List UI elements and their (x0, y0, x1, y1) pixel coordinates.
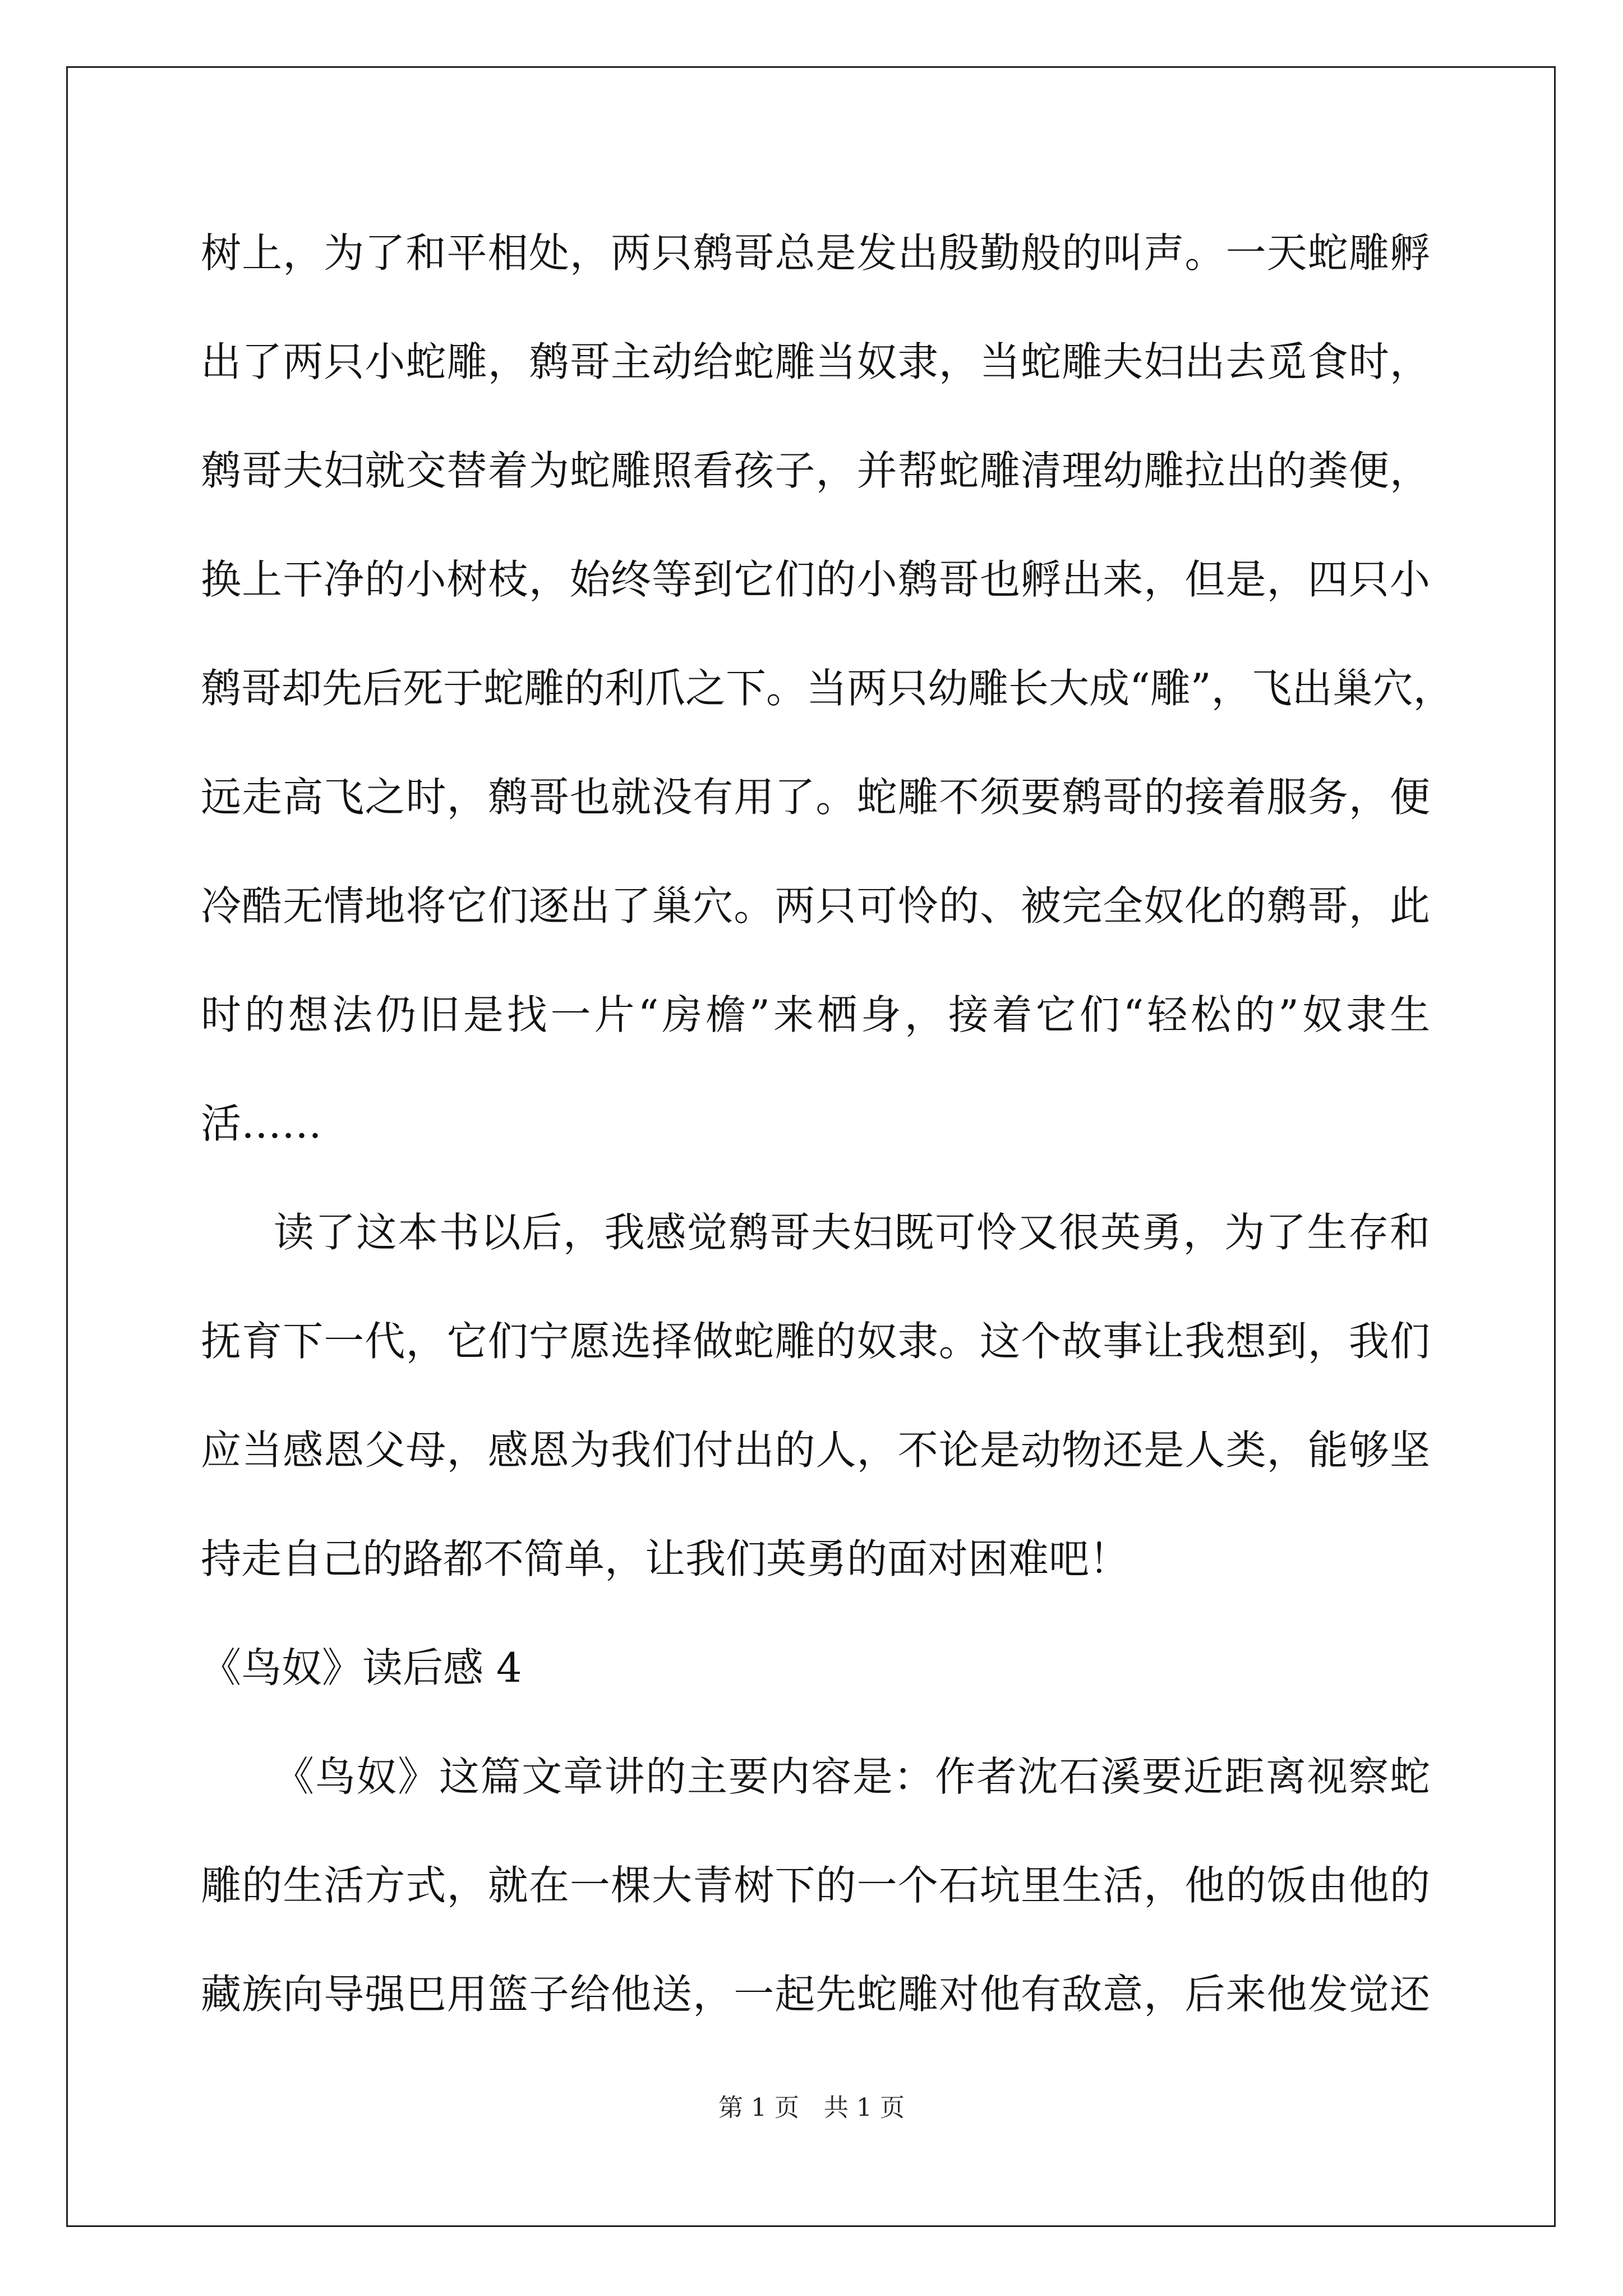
paragraph-line: 树上，为了和平相处，两只鹩哥总是发出殷勤般的叫声。一天蛇雕孵 (201, 229, 1430, 277)
section-heading: 《鸟奴》读后感 4 (201, 1644, 522, 1691)
paragraph-line: 鹩哥夫妇就交替着为蛇雕照看孩子，并帮蛇雕清理幼雕拉出的粪便， (201, 447, 1430, 494)
paragraph-line: 出了两只小蛇雕，鹩哥主动给蛇雕当奴隶，当蛇雕夫妇出去觅食时， (201, 338, 1430, 385)
paragraph-line: 抚育下一代，它们宁愿选择做蛇雕的奴隶。这个故事让我想到，我们 (201, 1318, 1430, 1365)
paragraph-line: 藏族向导强巴用篮子给他送，一起先蛇雕对他有敌意，后来他发觉还 (201, 1971, 1430, 2018)
page-number: 第 1 页 (718, 2093, 799, 2122)
paragraph-line: 鹩哥却先后死于蛇雕的利爪之下。当两只幼雕长大成“雕”，飞出巢穴， (201, 665, 1454, 712)
paragraph-line: 读了这本书以后，我感觉鹩哥夫妇既可怜又很英勇，为了生存和 (274, 1209, 1430, 1256)
paragraph-line: 远走高飞之时，鹩哥也就没有用了。蛇雕不须要鹩哥的接着服务，便 (201, 774, 1430, 821)
paragraph-line: 应当感恩父母，感恩为我们付出的人，不论是动物还是人类，能够坚 (201, 1427, 1430, 1474)
paragraph-line: 雕的生活方式，就在一棵大青树下的一个石坑里生活，他的饭由他的 (201, 1862, 1430, 1909)
paragraph-line: 时的想法仍旧是找一片“房檐”来栖身，接着它们“轻松的”奴隶生 (201, 991, 1430, 1038)
page-total: 共 1 页 (824, 2093, 905, 2122)
paragraph-line: 活…… (201, 1100, 322, 1147)
paragraph-line: 冷酷无情地将它们逐出了巢穴。两只可怜的、被完全奴化的鹩哥，此 (201, 882, 1430, 930)
page-footer (0, 2091, 1623, 2125)
paragraph-line: 《鸟奴》这篇文章讲的主要内容是：作者沈石溪要近距离视察蛇 (274, 1753, 1430, 1800)
paragraph-line: 换上干净的小树枝，始终等到它们的小鹩哥也孵出来，但是，四只小 (201, 556, 1430, 603)
paragraph-line: 持走自己的路都不简单，让我们英勇的面对困难吧！ (201, 1535, 1130, 1582)
